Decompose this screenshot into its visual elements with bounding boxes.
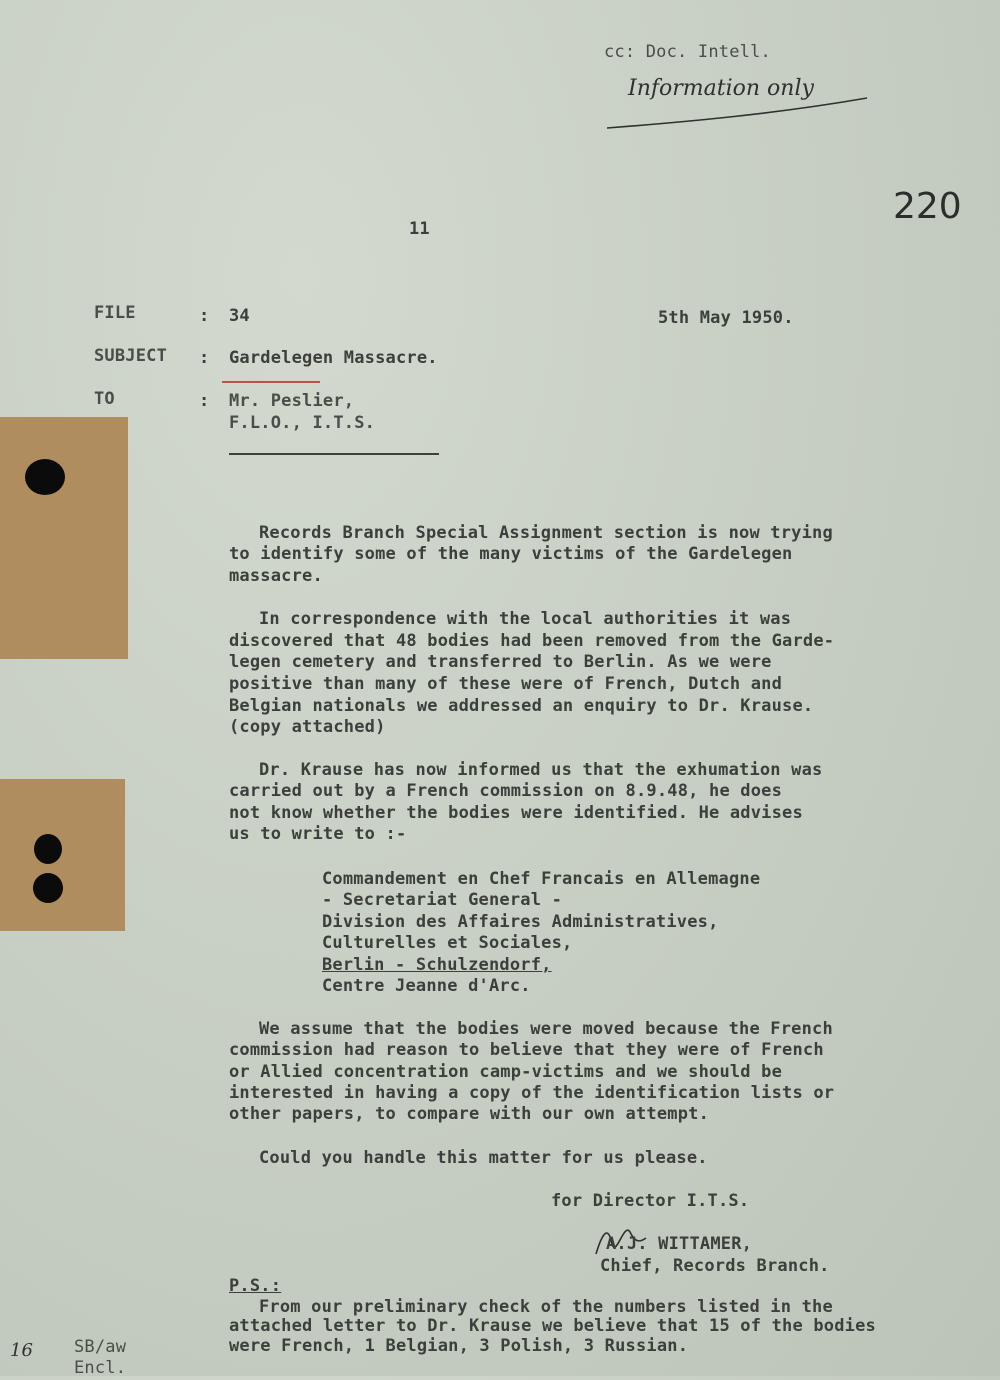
paragraph-line: us to write to :-	[229, 824, 407, 844]
address-line: Centre Jeanne d'Arc.	[322, 976, 531, 996]
address-line: Culturelles et Sociales,	[322, 933, 573, 953]
paragraph-line: discovered that 48 bodies had been removed from the Garde-	[229, 631, 835, 651]
address-line: Commandement en Chef Francais en Allemagne	[322, 869, 761, 889]
paragraph-line: other papers, to compare with our own attempt.	[229, 1104, 710, 1124]
paragraph-line: commission had reason to believe that they were of French	[229, 1040, 824, 1060]
to-colon: :	[199, 391, 210, 411]
subject-colon: :	[199, 348, 210, 368]
punch-hole-top	[25, 459, 65, 495]
page-number: 220	[893, 186, 962, 227]
paragraph-line: Records Branch Special Assignment section is now trying	[259, 523, 833, 543]
signature-title: Chief, Records Branch.	[600, 1256, 830, 1276]
paragraph-line: We assume that the bodies were moved because the French	[259, 1019, 833, 1039]
typist-initials: SB/aw	[74, 1337, 127, 1357]
memo-date: 5th May 1950.	[658, 308, 794, 328]
address-line: Division des Affaires Administratives,	[322, 912, 719, 932]
address-line: - Secretariat General -	[322, 890, 563, 910]
subject-red-mark	[222, 381, 320, 383]
paragraph-line: not know whether the bodies were identified. He advises	[229, 803, 803, 823]
paragraph-line: or Allied concentration camp-victims and we should be	[229, 1062, 783, 1082]
to-line-2: F.L.O., I.T.S.	[229, 413, 376, 433]
paragraph-line: interested in having a copy of the identification lists or	[229, 1083, 835, 1103]
subject-value: Gardelegen Massacre.	[229, 348, 438, 368]
cc-line: cc: Doc. Intell.	[604, 42, 771, 62]
binder-tab-top	[0, 417, 128, 659]
file-label: FILE	[94, 303, 136, 323]
handwritten-underline	[605, 92, 875, 132]
paragraph-line: Dr. Krause has now informed us that the exhumation was	[259, 760, 823, 780]
paragraph-line: to identify some of the many victims of the Gardelegen	[229, 544, 793, 564]
paragraph-line: carried out by a French commission on 8.9.48, he does	[229, 781, 783, 801]
subject-label: SUBJECT	[94, 346, 168, 366]
signature-for-line: for Director I.T.S.	[551, 1191, 750, 1211]
postscript-line: were French, 1 Belgian, 3 Polish, 3 Russian.	[229, 1336, 689, 1356]
to-line-1: Mr. Peslier,	[229, 391, 355, 411]
postscript-line: From our preliminary check of the numbers listed in the	[259, 1297, 833, 1317]
address-line: Berlin - Schulzendorf,	[322, 955, 552, 975]
binder-tab-bottom	[0, 779, 125, 931]
heading-rule	[229, 453, 439, 455]
signature-name: A.J. WITTAMER,	[606, 1234, 753, 1254]
paragraph-line: massacre.	[229, 566, 323, 586]
file-value: 34	[229, 306, 250, 326]
enclosure-note: Encl.	[74, 1358, 127, 1378]
to-label: TO	[94, 389, 115, 409]
punch-hole-middle	[34, 834, 62, 864]
postscript-line: attached letter to Dr. Krause we believe that 15 of the bodies	[229, 1316, 876, 1336]
paragraph-5: Could you handle this matter for us please.	[259, 1148, 708, 1168]
handwritten-note: Information only	[628, 76, 814, 101]
paragraph-line: positive than many of these were of French, Dutch and	[229, 674, 783, 694]
paragraph-line: (copy attached)	[229, 717, 386, 737]
punch-hole-bottom	[33, 873, 63, 903]
postscript-label: P.S.:	[229, 1276, 282, 1296]
paragraph-line: In correspondence with the local authorities it was	[259, 609, 792, 629]
paragraph-line: Belgian nationals we addressed an enquiry to Dr. Krause.	[229, 696, 814, 716]
paragraph-line: legen cemetery and transferred to Berlin. As we were	[229, 652, 772, 672]
handwritten-margin-number: 16	[10, 1340, 33, 1361]
sheet-number: 11	[409, 219, 430, 239]
file-colon: :	[199, 306, 210, 326]
